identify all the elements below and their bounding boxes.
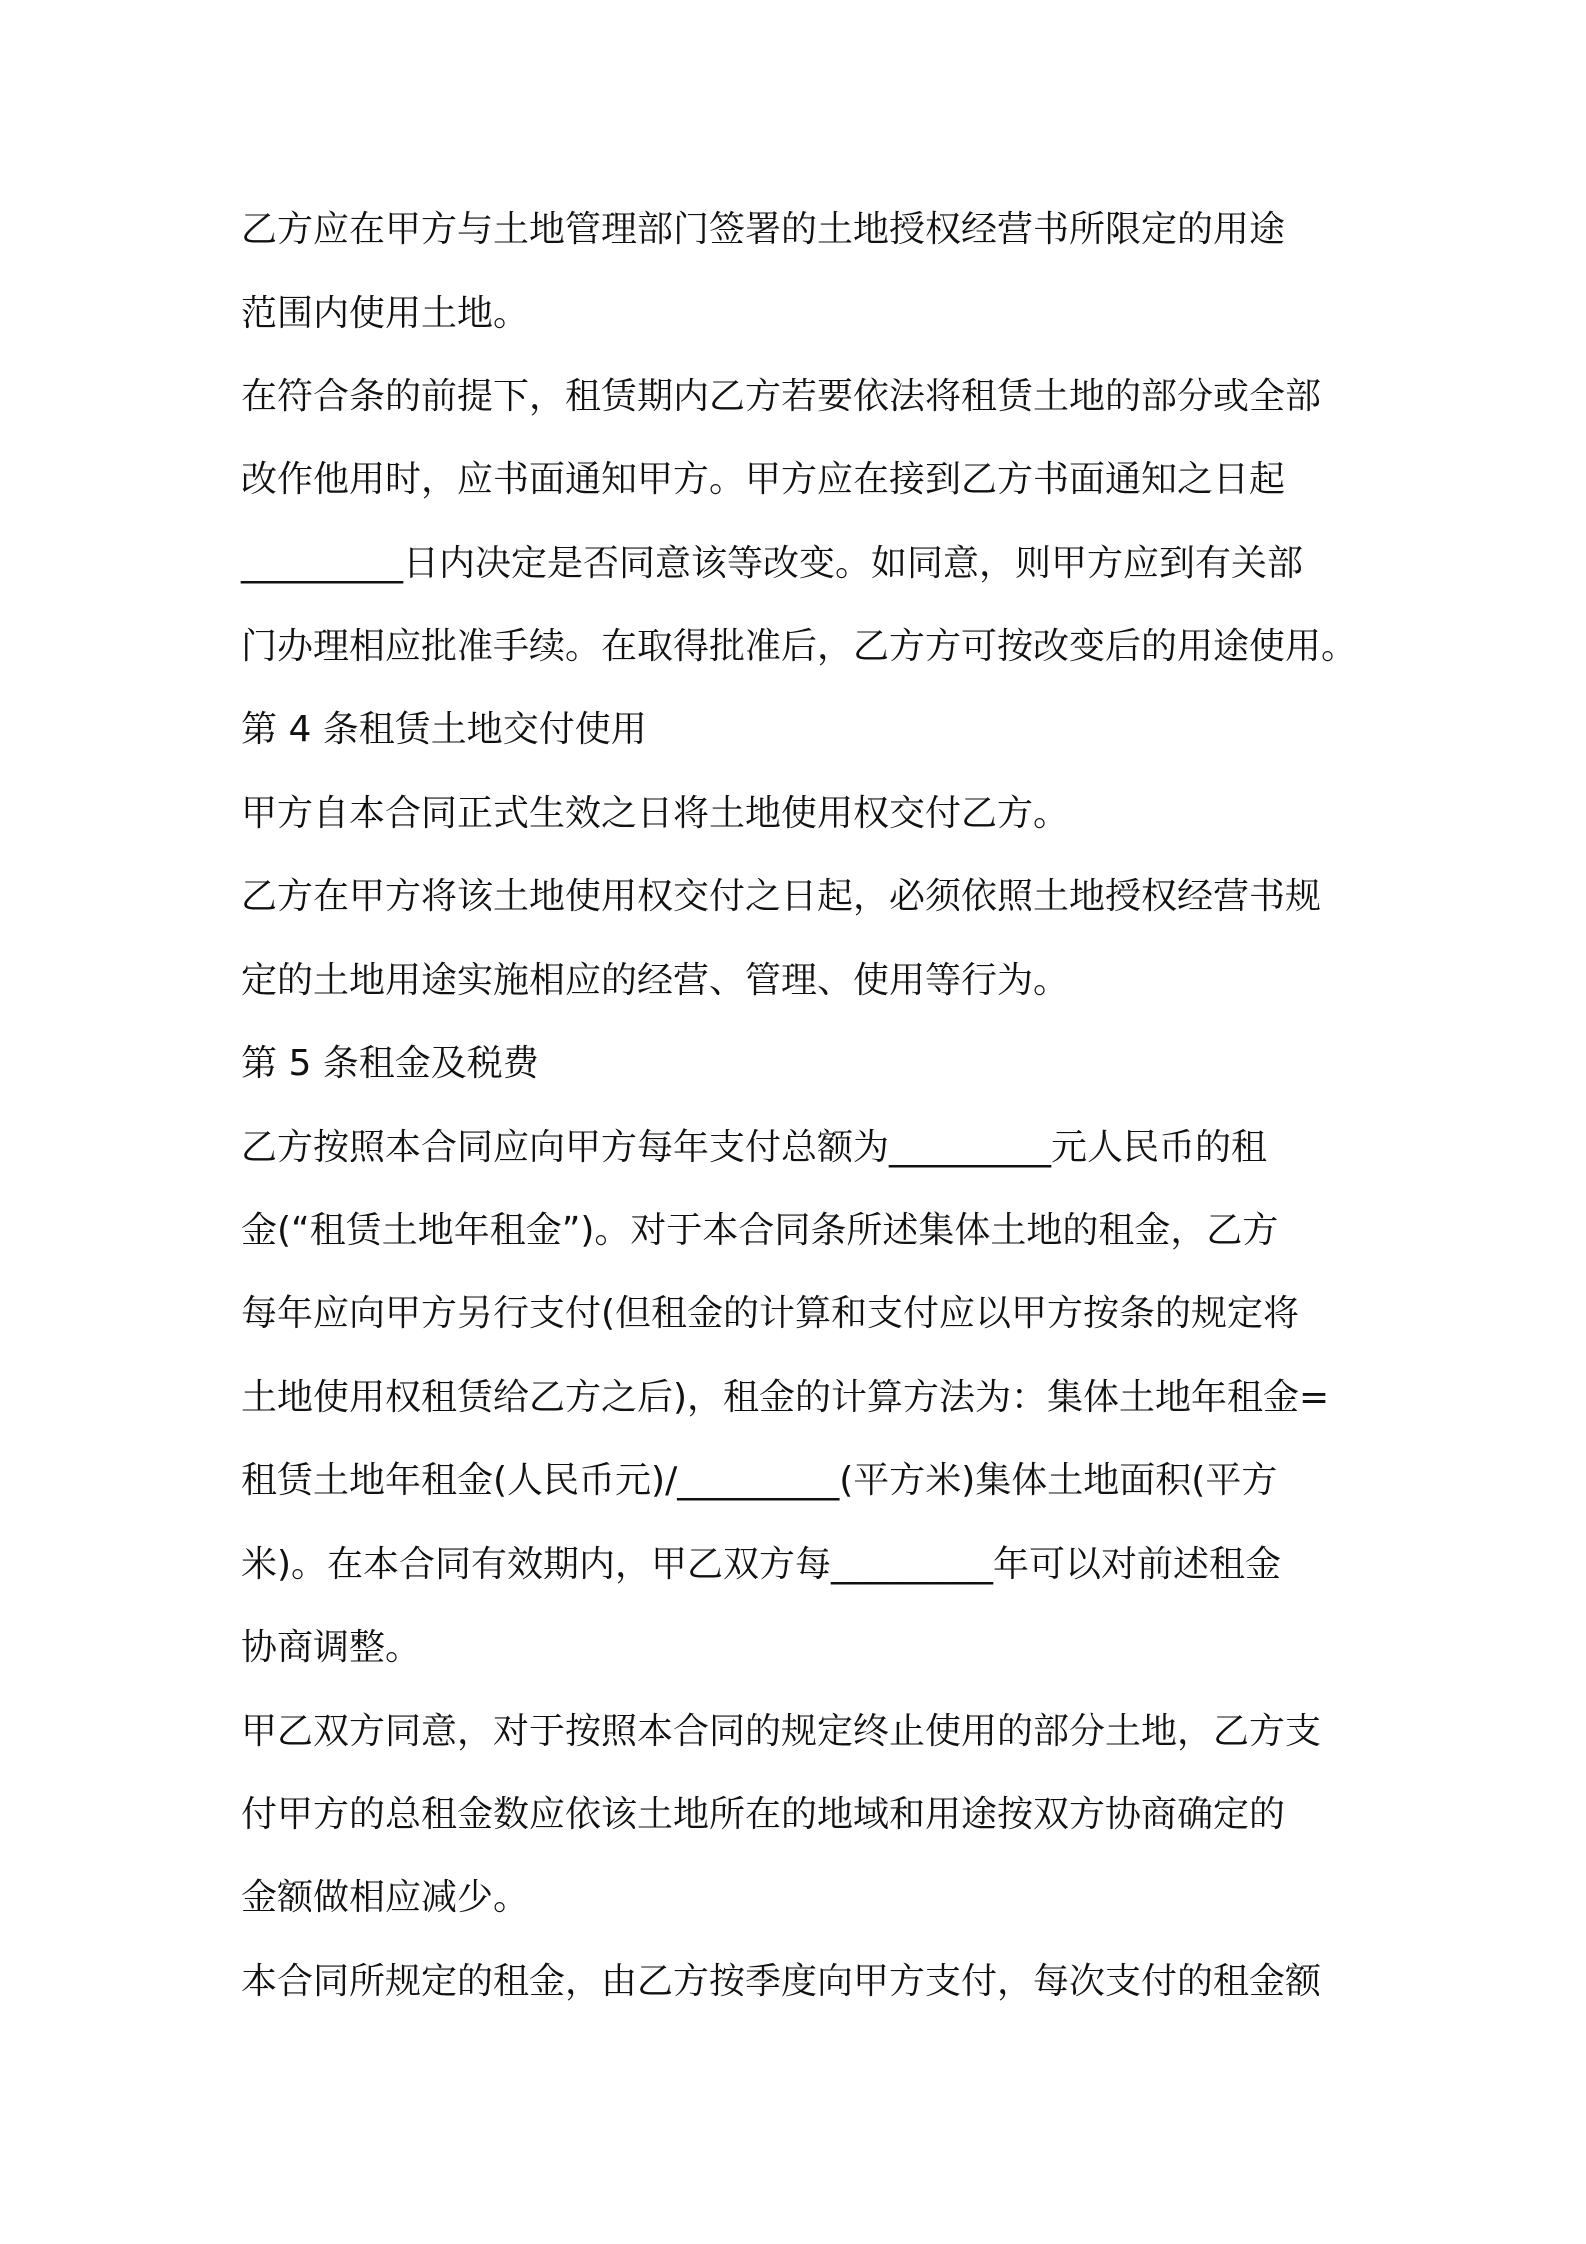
text-line: 甲乙双方同意，对于按照本合同的规定终止使用的部分土地，乙方支: [241, 1711, 1322, 1752]
text-line: 门办理相应批准手续。在取得批准后，乙方方可按改变后的用途使用。: [241, 626, 1358, 667]
text-line: 协商调整。: [241, 1627, 422, 1668]
text-line: 乙方应在甲方与土地管理部门签署的土地授权经营书所限定的用途: [241, 209, 1286, 250]
text-line: 在符合条的前提下，租赁期内乙方若要依法将租赁土地的部分或全部: [241, 376, 1322, 417]
text-line: 每年应向甲方另行支付(但租金的计算和支付应以甲方按条的规定将: [241, 1293, 1300, 1334]
text-line: 改作他用时，应书面通知甲方。甲方应在接到乙方书面通知之日起: [241, 459, 1286, 500]
text-line: 金(“租赁土地年租金”)。对于本合同条所述集体土地的租金，乙方: [241, 1210, 1279, 1251]
text-line: 米)。在本合同有效期内，甲乙双方每_________年可以对前述租金: [241, 1544, 1282, 1585]
section-heading: 第 4 条租赁土地交付使用: [241, 709, 647, 750]
text-line: 租赁土地年租金(人民币元)/_________(平方米)集体土地面积(平方: [241, 1460, 1278, 1501]
text-line: 乙方按照本合同应向甲方每年支付总额为_________元人民币的租: [241, 1127, 1268, 1168]
text-line: 金额做相应减少。: [241, 1877, 530, 1918]
text-line: 甲方自本合同正式生效之日将土地使用权交付乙方。: [241, 793, 1070, 834]
text-line: 土地使用权租赁给乙方之后)，租金的计算方法为：集体土地年租金=: [241, 1377, 1330, 1418]
text-line: 范围内使用土地。: [241, 293, 530, 334]
text-line: 乙方在甲方将该土地使用权交付之日起，必须依照土地授权经营书规: [241, 876, 1322, 917]
text-line: 定的土地用途实施相应的经营、管理、使用等行为。: [241, 960, 1070, 1001]
text-line: 付甲方的总租金数应依该土地所在的地域和用途按双方协商确定的: [241, 1794, 1286, 1835]
text-line: 本合同所规定的租金，由乙方按季度向甲方支付，每次支付的租金额: [241, 1961, 1322, 2002]
text-line: _________日内决定是否同意该等改变。如同意，则甲方应到有关部: [241, 543, 1304, 584]
section-heading: 第 5 条租金及税费: [241, 1043, 539, 1084]
